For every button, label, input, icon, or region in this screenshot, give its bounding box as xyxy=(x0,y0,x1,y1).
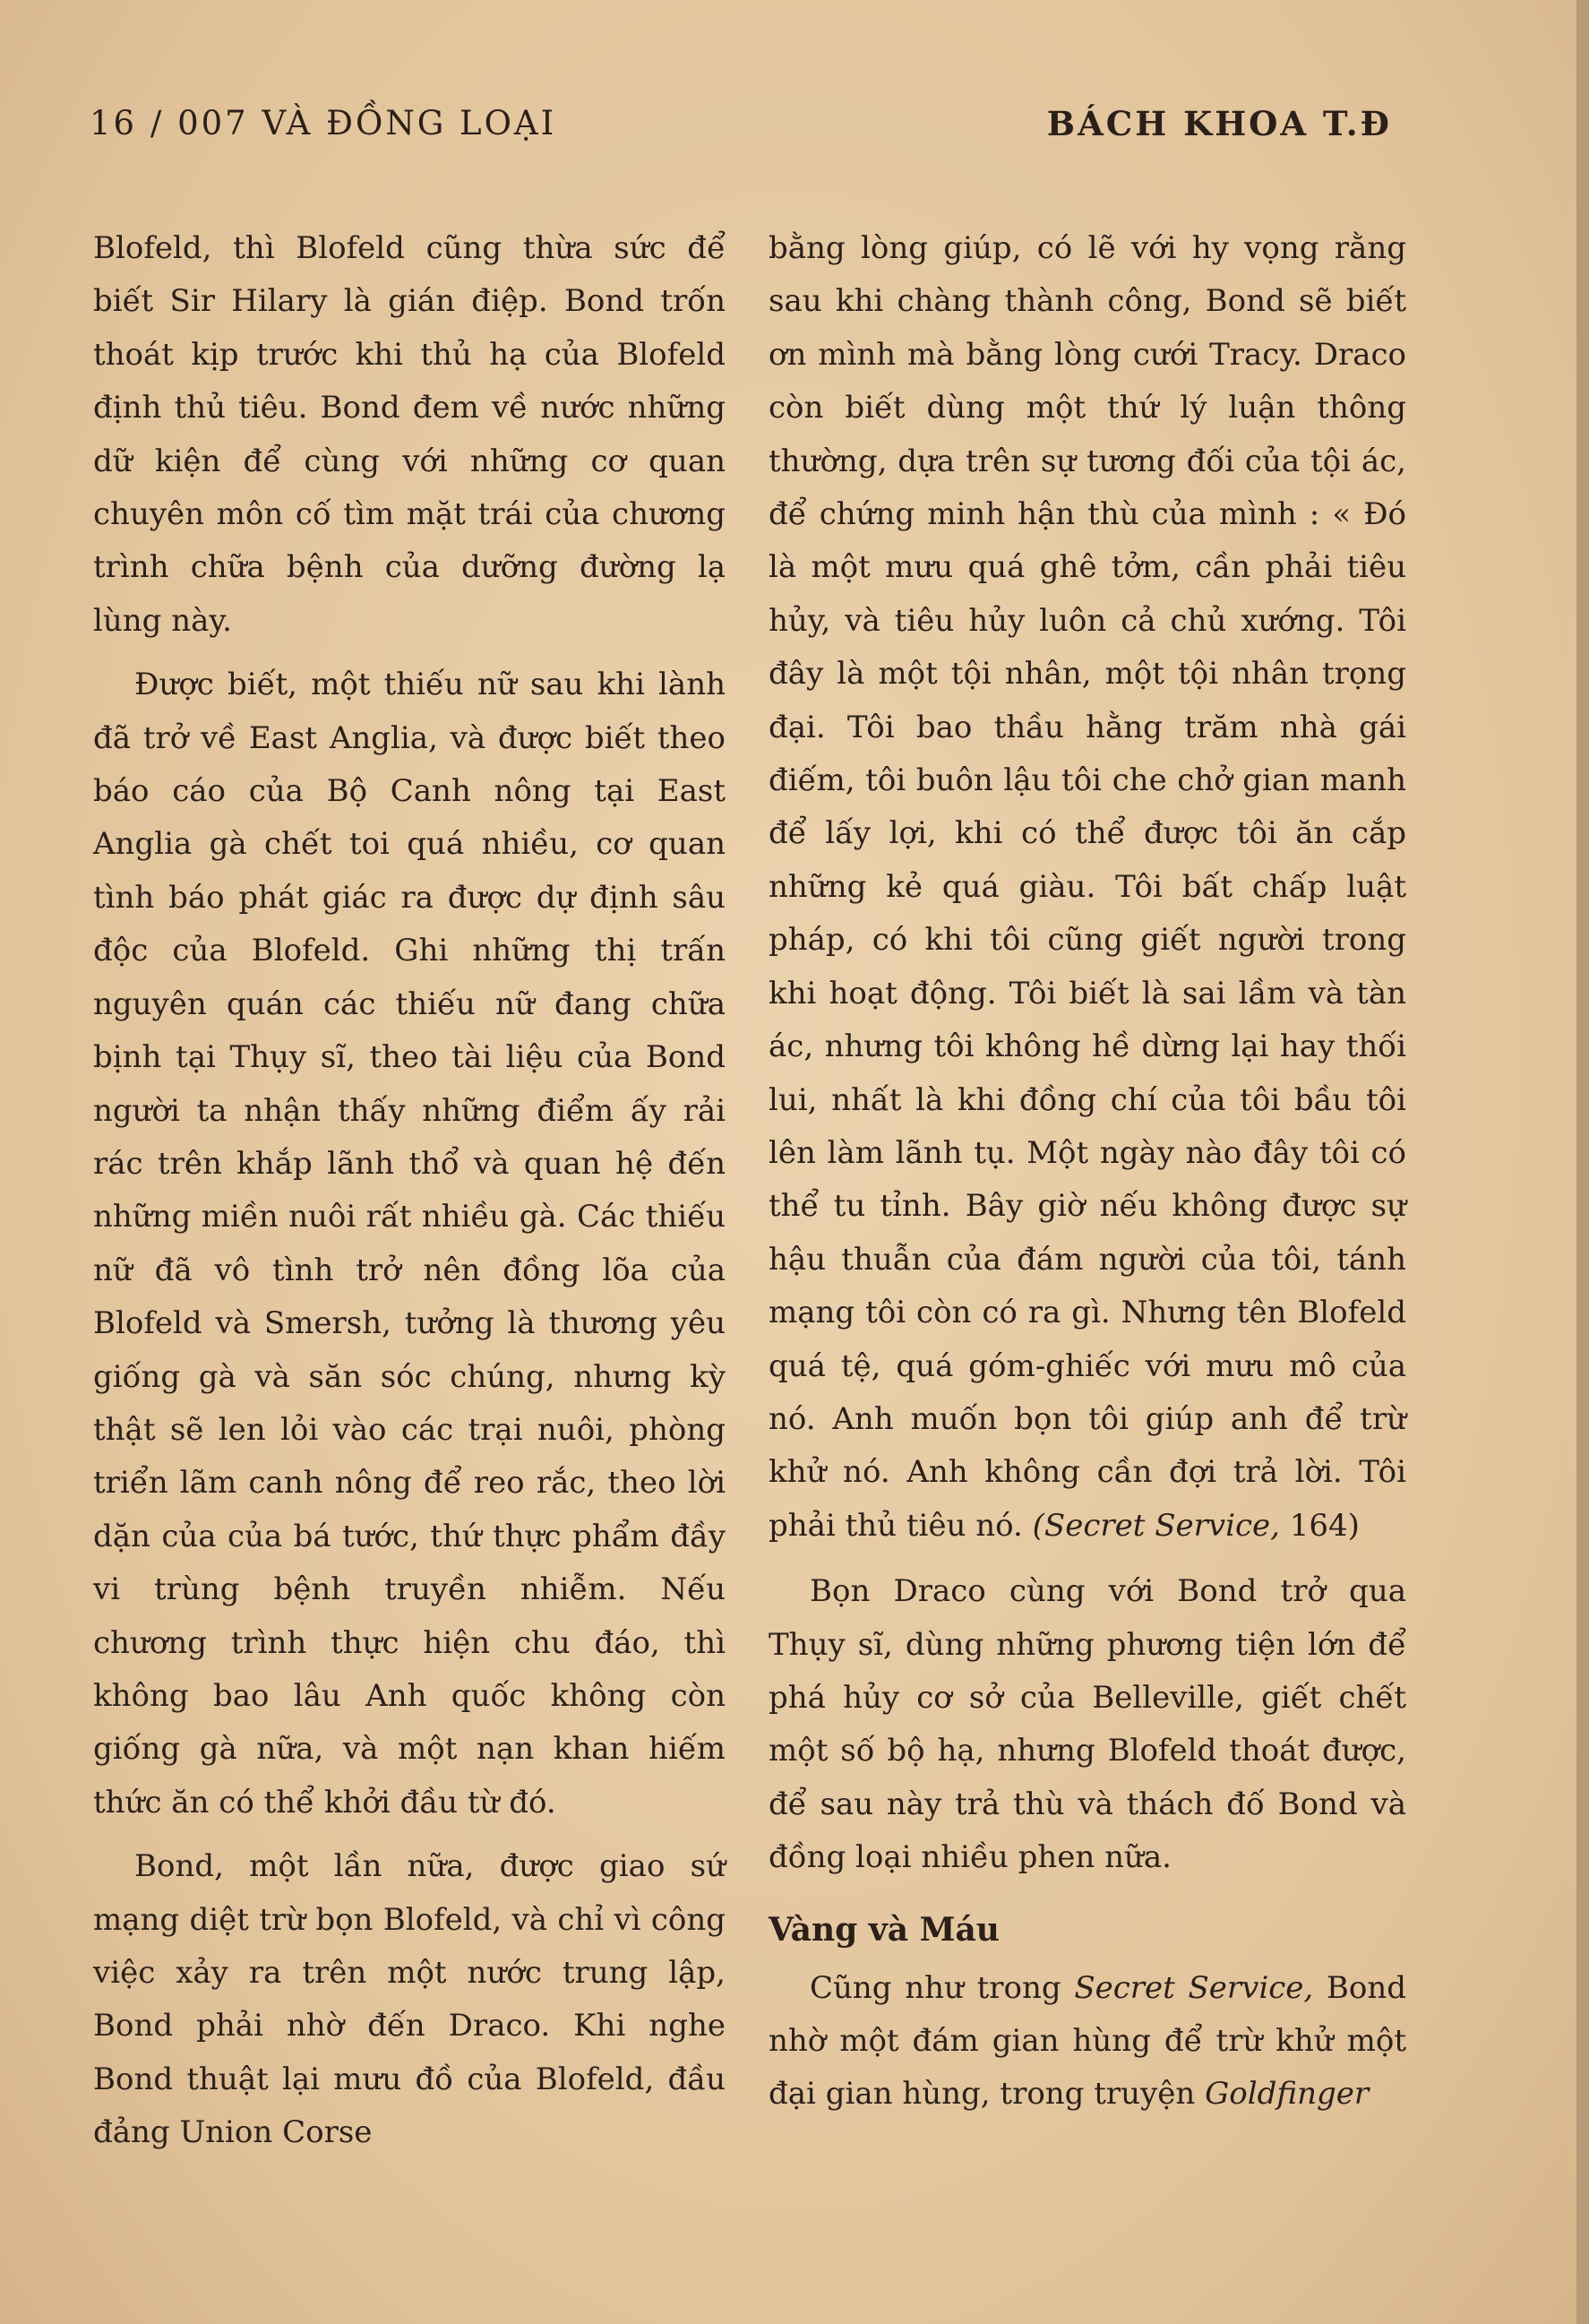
page-edge-shadow xyxy=(1576,0,1589,2324)
italic-title: Goldfinger xyxy=(1205,2076,1370,2113)
running-title-right: BÁCH KHOA T.Đ xyxy=(1046,104,1392,143)
running-title-left: 16 / 007 VÀ ĐỒNG LOẠI xyxy=(90,104,557,142)
paragraph: Blofeld, thì Blofeld cũng thừa sức để biết Sir Hilary là gián điệp. Bond trốn thoát kịp trước khi thủ hạ của Blofeld định thủ tiêu. Bond đem về nước những dữ kiện để cùng với những cơ quan chuyên môn cố tìm mặt trái của chương trình chữa bệnh của dưỡng đường lạ lùng này. xyxy=(93,230,726,639)
text-run: Cũng như trong xyxy=(810,1969,1061,2006)
paragraph: Bond, một lần nữa, được giao sứ mạng diệt trừ bọn Blofeld, và chỉ vì công việc xảy ra trên một nước trung lập, Bond phải nhờ đến Draco. Khi nghe Bond thuật lại mưu đồ của Blofeld, đầu đảng Union Corse xyxy=(93,1848,726,2151)
section-heading: Vàng và Máu xyxy=(769,1910,1000,1949)
citation-title: (Secret Service, xyxy=(1032,1507,1280,1544)
paragraph xyxy=(769,1962,1406,2122)
paragraph xyxy=(769,222,1406,1553)
page-header xyxy=(90,104,1392,158)
text-run: Bond nhờ một đám gian hùng để trừ khử một đại gian hùng, trong truyện xyxy=(769,1969,1406,2113)
italic-title: Secret Service, xyxy=(1074,1969,1314,2006)
quote-text: bằng lòng giúp, có lẽ với hy vọng rằng sau khi chàng thành công, Bond sẽ biết ơn mình mà bằng lòng cưới Tracy. Draco còn biết dùng một thứ lý luận thông thường, dựa trên sự tương đối của tội ác, để chứng minh hận thù của mình : « Đó là một mưu quá ghê tởm, cần phải tiêu hủy, và tiêu hủy luôn cả chủ xướng. Tôi đây là một tội nhân, một tội nhân trọng đại. Tôi bao thầu hằng trăm nhà gái điếm, tôi buôn lậu tôi che chở gian manh để lấy lợi, khi có thể được tôi ăn cắp những kẻ quá giàu. Tôi bất chấp luật pháp, có khi tôi cũng giết người trong khi hoạt động. Tôi biết là sai lầm và tàn ác, nhưng tôi không hề dừng lại hay thối lui, nhất là khi đồng chí của tôi bầu tôi lên làm lãnh tụ. Một ngày nào đây tôi có thể tu tỉnh. Bây giờ nếu không được sự hậu thuẫn của đám người của tôi, tánh mạng tôi còn có ra gì. Nhưng tên Blofeld quá tệ, quá góm-ghiếc với mưu mô của nó. Anh muốn bọn tôi giúp anh để trừ khử nó. Anh không cần đợi trả lời. Tôi phải thủ tiêu nó. xyxy=(769,230,1406,1544)
paragraph: Được biết, một thiếu nữ sau khi lành đã trở về East Anglia, và được biết theo báo cáo của Bộ Canh nông tại East Anglia gà chết toi quá nhiều, cơ quan tình báo phát giác ra được dự định sâu độc của Blofeld. Ghi những thị trấn nguyên quán các thiếu nữ đang chữa bịnh tại Thụy sĩ, theo tài liệu của Bond người ta nhận thấy những điểm ấy rải rác trên khắp lãnh thổ và quan hệ đến những miền nuôi rất nhiều gà. Các thiếu nữ đã vô tình trở nên đồng lõa của Blofeld và Smersh, tưởng là thương yêu giống gà và săn sóc chúng, nhưng kỳ thật sẽ len lỏi vào các trại nuôi, phòng triển lãm canh nông để reo rắc, theo lời dặn của của bá tước, thứ thực phẩm đầy vi trùng bệnh truyền nhiễm. Nếu chương trình thực hiện chu đáo, thì không bao lâu Anh quốc không còn giống gà nữa, và một nạn khan hiếm thức ăn có thể khởi đầu từ đó. xyxy=(93,667,726,1820)
right-column xyxy=(769,222,1406,2122)
left-column xyxy=(93,222,726,2160)
paragraph: Bọn Draco cùng với Bond trở qua Thụy sĩ, dùng những phương tiện lớn để phá hủy cơ sở của Belleville, giết chết một số bộ hạ, nhưng Blofeld thoát được, để sau này trả thù và thách đố Bond và đồng loại nhiều phen nữa. xyxy=(769,1573,1406,1876)
citation-page: 164) xyxy=(1289,1507,1360,1544)
